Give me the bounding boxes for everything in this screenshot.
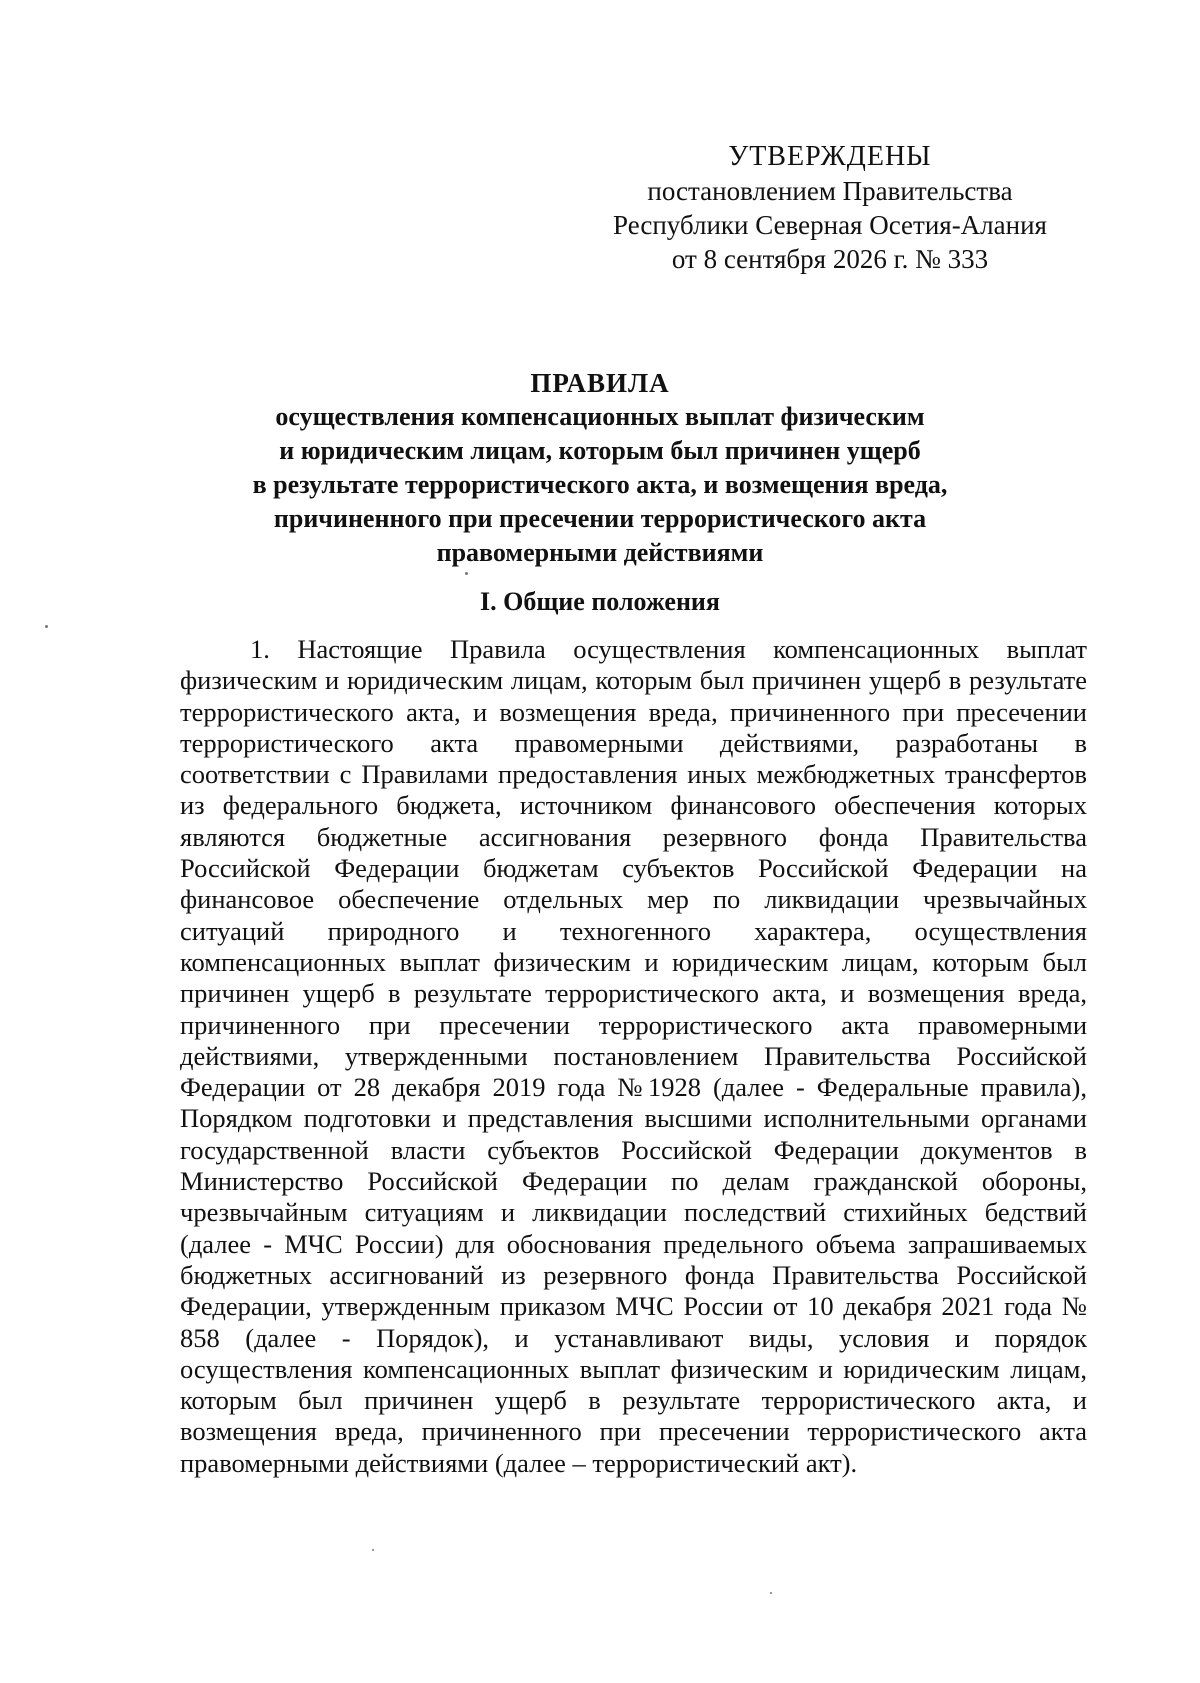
paragraph-1: 1. Настоящие Правила осуществления компенсационных выплат физическим и юридическим лицам, которым был причинен ущерб в результате террористического акта, и возмещения вреда, причиненного при пресечении террористического акта правомерными действиями, разработаны в соответствии с Правилами предоставления иных межбюджетных трансфертов из федерального бюджета, источником финансового обеспечения которых являются бюджетные ассигнования резервного фонда Правительства Российской Федерации бюджетам субъектов Российской Федерации на финансовое обеспечение отдельных мер по ликвидации чрезвычайных ситуаций природного и техногенного характера, осуществления компенсационных выплат физическим и юридическим лицам, которым был причинен ущерб в результате террористического акта, и возмещения вреда, причиненного при пресечении террористического акта правомерными действиями, утвержденными постановлением Правительства Российской Федерации от 28 декабря 2019 года №1928 (далее - Федеральные правила), Порядком подготовки и представления высшими исполнительными органами государственной власти субъектов Российской Федерации документов в Министерство Российской Федерации по делам гражданской обороны, чрезвычайным ситуациям и ликвидации последствий стихийных бедствий (далее - МЧС России) для обоснования предельного объема запрашиваемых бюджетных ассигнований из резервного фонда Правительства Российской Федерации, утвержденным приказом МЧС России от 10 декабря 2021 года № 858 (далее - Порядок), и устанавливают виды, условия и порядок осуществления компенсационных выплат физическим и юридическим лицам, которым был причинен ущерб в результате террористического акта, и возмещения вреда, причиненного при пресечении террористического акта правомерными действиями (далее – террористический акт). — [180, 634, 1087, 1478]
approval-stamp — [570, 140, 1090, 276]
scan-speck — [465, 572, 468, 575]
approval-heading: УТВЕРЖДЕНЫ — [728, 141, 932, 172]
title-line-3: в результате террористического акта, и возмещения вреда, — [252, 470, 948, 499]
section-heading: I. Общие положения — [480, 587, 720, 616]
title-line-2: и юридическим лицам, которым был причинен ущерб — [279, 436, 921, 465]
scan-speck — [372, 1549, 374, 1551]
title-line-5: правомерными действиями — [436, 538, 764, 567]
scan-speck — [45, 625, 48, 628]
title-main: ПРАВИЛА — [530, 368, 670, 398]
approval-line-3: от 8 сентября 2026 г. № 333 — [671, 244, 989, 274]
approval-line-1: постановлением Правительства — [647, 176, 1013, 206]
title-line-4: причиненного при пресечении террористического акта — [273, 504, 927, 533]
scan-speck — [770, 1592, 772, 1594]
document-title — [200, 366, 1000, 570]
approval-line-2: Республики Северная Осетия-Алания — [613, 210, 1047, 240]
title-line-1: осуществления компенсационных выплат физическим — [275, 402, 925, 431]
